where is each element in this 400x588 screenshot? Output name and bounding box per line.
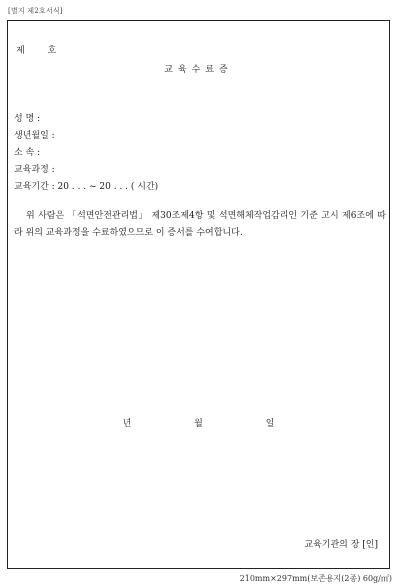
recipient-fields xyxy=(14,111,158,196)
certificate-body-text: 위 사람은 「석면안전관리법」 제30조제4항 및 석면해체작업감리인 기준 고시 제6조에 따라 위의 교육과정을 수료하였으므로 이 증서를 수여합니다. xyxy=(14,211,386,238)
certificate-title: 교육수료증 xyxy=(164,65,233,75)
field-name: 성 명 : xyxy=(14,114,41,124)
field-affiliation: 소 속 : xyxy=(14,148,41,158)
field-course: 교육과정 : xyxy=(14,165,55,175)
date-day-label: 일 xyxy=(265,419,275,429)
document-number-label: 제 호 xyxy=(16,46,67,56)
issuer-signature: 교육기관의 장 [인] xyxy=(304,540,378,550)
date-month-label: 월 xyxy=(194,419,203,429)
field-birthdate: 생년월일 : xyxy=(14,131,55,141)
certificate-frame xyxy=(7,20,390,569)
field-period: 교육기간 : 20 . . . ~ 20 . . . ( 시간) xyxy=(14,182,159,192)
form-label: [별지 제2호서식] xyxy=(8,7,63,15)
paper-spec: 210mm×297mm(보존용지(2종) 60g/㎡) xyxy=(239,574,392,583)
date-year-label: 년 xyxy=(122,419,132,429)
issue-date-line xyxy=(8,416,389,429)
